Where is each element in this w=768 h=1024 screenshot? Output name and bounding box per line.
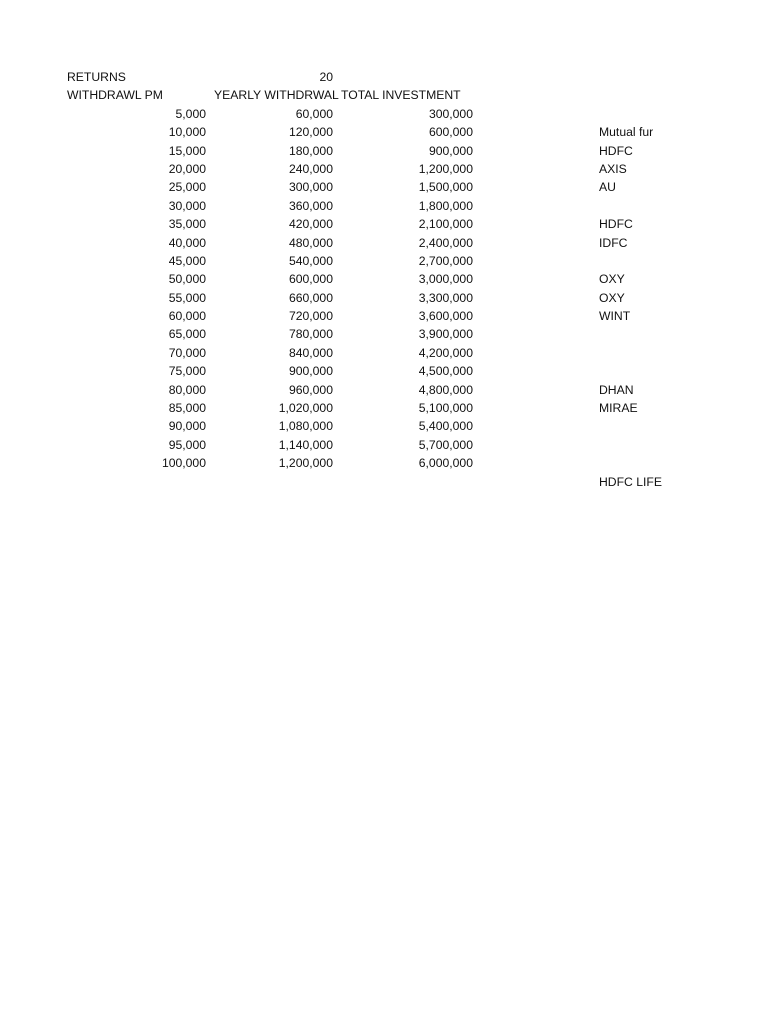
yearly-withdrwal-cell: 780,000 — [288, 327, 333, 342]
yearly-withdrwal-cell: 660,000 — [288, 290, 333, 305]
yearly-withdrwal-cell: 720,000 — [288, 309, 333, 324]
returns-row — [0, 68, 768, 86]
withdrawl-pm-cell: 80,000 — [168, 382, 206, 397]
withdrawl-pm-cell: 60,000 — [168, 309, 206, 324]
yearly-withdrwal-cell: 300,000 — [288, 180, 333, 195]
yearly-withdrwal-cell: 840,000 — [288, 345, 333, 360]
withdrawl-pm-cell: 50,000 — [168, 272, 206, 287]
yearly-withdrwal-cell: 1,140,000 — [278, 437, 333, 452]
table-row — [0, 252, 768, 270]
total-investment-cell: 2,400,000 — [418, 235, 473, 250]
data-rows — [0, 105, 768, 473]
total-investment-cell: 3,900,000 — [418, 327, 473, 342]
yearly-withdrwal-cell: 540,000 — [288, 253, 333, 268]
note-cell: HDFC — [599, 143, 633, 158]
withdrawl-pm-cell: 90,000 — [168, 419, 206, 434]
table-row — [0, 160, 768, 178]
withdrawl-pm-cell: 75,000 — [168, 364, 206, 379]
yearly-withdrwal-cell: 240,000 — [288, 161, 333, 176]
table-row — [0, 197, 768, 215]
total-investment-cell: 3,000,000 — [418, 272, 473, 287]
note-cell: Mutual fur — [599, 125, 654, 140]
yearly-withdrwal-cell: 180,000 — [288, 143, 333, 158]
table-row — [0, 105, 768, 123]
returns-label: RETURNS — [67, 70, 126, 84]
withdrawl-pm-cell: 20,000 — [168, 161, 206, 176]
total-investment-cell: 300,000 — [428, 106, 473, 121]
yearly-withdrwal-cell: 600,000 — [288, 272, 333, 287]
total-investment-cell: 4,800,000 — [418, 382, 473, 397]
yearly-withdrwal-cell: 360,000 — [288, 198, 333, 213]
withdrawl-pm-cell: 65,000 — [168, 327, 206, 342]
withdrawl-pm-cell: 100,000 — [161, 456, 206, 471]
header-row — [0, 86, 768, 104]
table-row — [0, 381, 768, 399]
note-cell: DHAN — [599, 382, 634, 397]
yearly-withdrwal-cell: 60,000 — [295, 106, 333, 121]
withdrawl-pm-cell: 85,000 — [168, 401, 206, 416]
withdrawl-pm-cell: 15,000 — [168, 143, 206, 158]
yearly-withdrwal-cell: 1,200,000 — [278, 456, 333, 471]
table-row — [0, 436, 768, 454]
col-header-total-investment: TOTAL INVESTMENT — [341, 88, 461, 103]
note-cell: HDFC — [599, 217, 633, 232]
withdrawl-pm-cell: 10,000 — [168, 125, 206, 140]
table-row — [0, 270, 768, 288]
total-investment-cell: 1,200,000 — [418, 161, 473, 176]
col-header-withdrawl-pm: WITHDRAWL PM — [67, 88, 163, 103]
note-cell: MIRAE — [599, 401, 638, 416]
withdrawl-pm-cell: 30,000 — [168, 198, 206, 213]
total-investment-cell: 3,300,000 — [418, 290, 473, 305]
col-header-yearly-withdrwal: YEARLY WITHDRWAL — [214, 88, 339, 103]
yearly-withdrwal-cell: 1,080,000 — [278, 419, 333, 434]
table-row — [0, 399, 768, 417]
total-investment-cell: 5,700,000 — [418, 437, 473, 452]
withdrawl-pm-cell: 70,000 — [168, 345, 206, 360]
table-row — [0, 417, 768, 435]
yearly-withdrwal-cell: 480,000 — [288, 235, 333, 250]
table-row — [0, 454, 768, 472]
total-investment-cell: 2,100,000 — [418, 217, 473, 232]
yearly-withdrwal-cell: 900,000 — [288, 364, 333, 379]
yearly-withdrwal-cell: 420,000 — [288, 217, 333, 232]
table-row — [0, 307, 768, 325]
returns-value: 20 — [319, 70, 333, 84]
yearly-withdrwal-cell: 120,000 — [288, 125, 333, 140]
table-row — [0, 289, 768, 307]
total-investment-cell: 1,500,000 — [418, 180, 473, 195]
note-cell: OXY — [599, 290, 625, 305]
withdrawl-pm-cell: 5,000 — [175, 106, 206, 121]
total-investment-cell: 1,800,000 — [418, 198, 473, 213]
total-investment-cell: 5,100,000 — [418, 401, 473, 416]
note-cell: AU — [599, 180, 616, 195]
note-cell: IDFC — [599, 235, 628, 250]
table-row — [0, 178, 768, 196]
table-row — [0, 362, 768, 380]
withdrawl-pm-cell: 40,000 — [168, 235, 206, 250]
withdrawl-pm-cell: 45,000 — [168, 253, 206, 268]
spreadsheet-page — [0, 68, 768, 491]
note-cell: WINT — [599, 309, 631, 324]
withdrawl-pm-cell: 95,000 — [168, 437, 206, 452]
total-investment-cell: 4,200,000 — [418, 345, 473, 360]
table-row — [0, 344, 768, 362]
withdrawl-pm-cell: 35,000 — [168, 217, 206, 232]
total-investment-cell: 900,000 — [428, 143, 473, 158]
note-cell: OXY — [599, 272, 625, 287]
note-cell: AXIS — [599, 161, 627, 176]
yearly-withdrwal-cell: 960,000 — [288, 382, 333, 397]
withdrawl-pm-cell: 25,000 — [168, 180, 206, 195]
table-row — [0, 234, 768, 252]
table-row — [0, 123, 768, 141]
total-investment-cell: 4,500,000 — [418, 364, 473, 379]
footer-note: HDFC LIFE — [599, 474, 662, 489]
total-investment-cell: 600,000 — [428, 125, 473, 140]
table-row — [0, 142, 768, 160]
yearly-withdrwal-cell: 1,020,000 — [278, 401, 333, 416]
footer-row — [0, 473, 768, 491]
total-investment-cell: 6,000,000 — [418, 456, 473, 471]
total-investment-cell: 3,600,000 — [418, 309, 473, 324]
withdrawl-pm-cell: 55,000 — [168, 290, 206, 305]
total-investment-cell: 2,700,000 — [418, 253, 473, 268]
table-row — [0, 215, 768, 233]
total-investment-cell: 5,400,000 — [418, 419, 473, 434]
table-row — [0, 325, 768, 343]
